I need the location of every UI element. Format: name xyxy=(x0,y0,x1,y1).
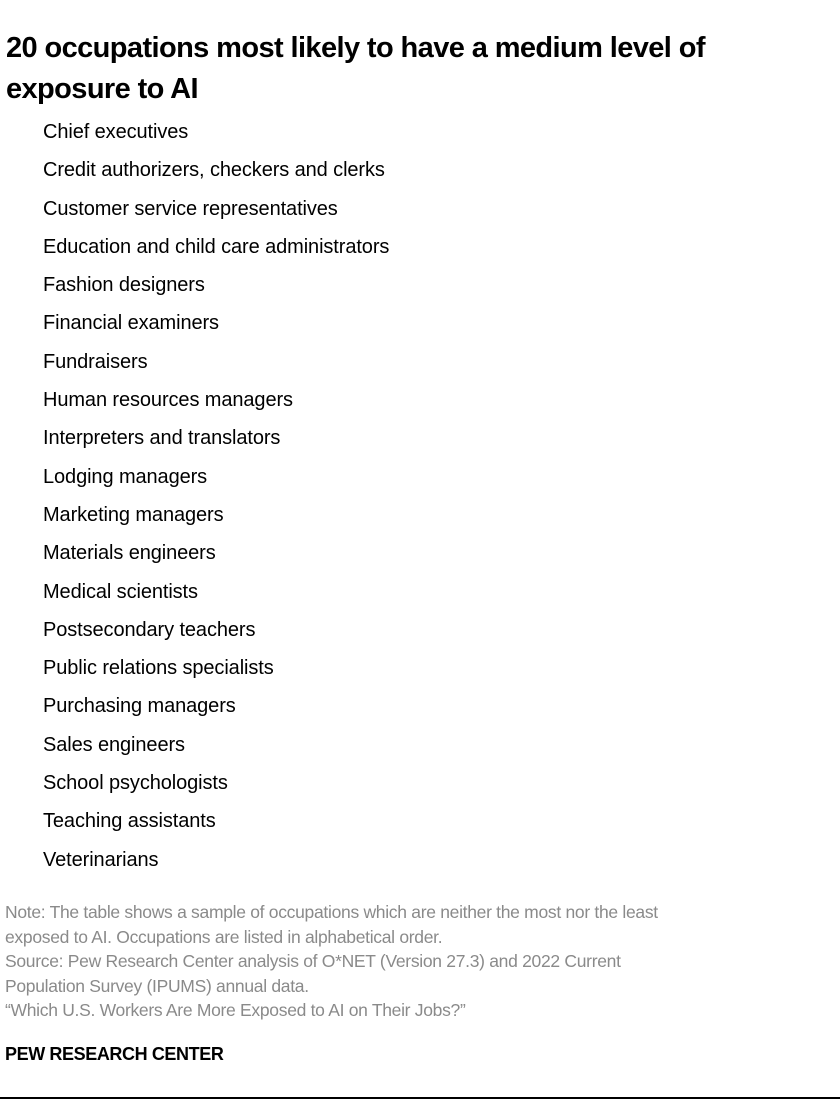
table-row: Education and child care administrators xyxy=(43,235,390,258)
table-row: Fundraisers xyxy=(43,350,148,373)
table-row: Postsecondary teachers xyxy=(43,618,256,641)
table-row: Chief executives xyxy=(43,121,189,143)
table-row: Customer service representatives xyxy=(43,197,338,220)
note-line: Note: The table shows a sample of occupations which are neither the most nor the least xyxy=(5,902,658,922)
table-row: Credit authorizers, checkers and clerks xyxy=(43,159,385,182)
table-row: Fashion designers xyxy=(43,274,205,297)
table-row: Purchasing managers xyxy=(43,695,236,718)
notes xyxy=(5,900,835,1023)
brand-logo-text: PEW RESEARCH CENTER xyxy=(5,1044,224,1064)
table-row: School psychologists xyxy=(43,772,228,795)
table-row: Medical scientists xyxy=(43,580,198,603)
chart-title: 20 occupations most likely to have a medium level of exposure to AI xyxy=(6,32,705,105)
table-row: Human resources managers xyxy=(43,389,293,412)
table-row: Financial examiners xyxy=(43,312,219,335)
table-row: Materials engineers xyxy=(43,542,216,565)
note-line: exposed to AI. Occupations are listed in alphabetical order. xyxy=(5,926,443,947)
source-line: Source: Pew Research Center analysis of O*NET (Version 27.3) and 2022 Current xyxy=(5,951,621,972)
table-row: Interpreters and translators xyxy=(43,427,281,450)
source-line: Population Survey (IPUMS) annual data. xyxy=(5,975,309,996)
occupation-list xyxy=(43,117,389,883)
report-title: “Which U.S. Workers Are More Exposed to AI on Their Jobs?” xyxy=(5,1000,466,1021)
table-row: Sales engineers xyxy=(43,733,185,756)
table-row: Marketing managers xyxy=(43,503,224,526)
table-row: Teaching assistants xyxy=(43,810,216,833)
table-row: Lodging managers xyxy=(43,465,208,488)
bottom-divider xyxy=(0,1097,840,1099)
table-row: Veterinarians xyxy=(43,848,159,871)
table-row: Public relations specialists xyxy=(43,657,274,680)
